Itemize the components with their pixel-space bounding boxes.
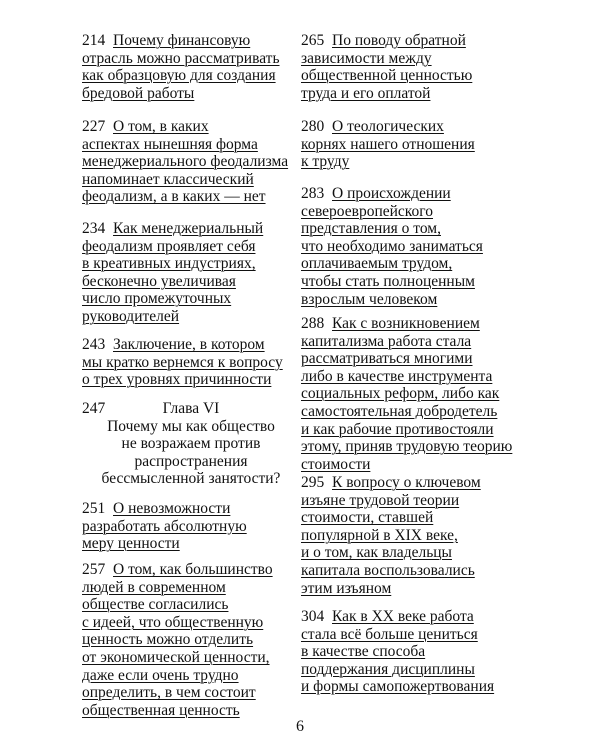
entry-title-line[interactable]: как образцовую для создания xyxy=(82,67,276,85)
entry-title-line[interactable]: чтобы стать полноценным xyxy=(301,272,475,290)
entry-title-line[interactable]: и о том, как владельцы xyxy=(301,544,452,562)
entry-page-number: 214 xyxy=(82,32,106,49)
entry-title-line[interactable]: стоимости xyxy=(301,455,371,473)
entry-title-line[interactable]: руководителей xyxy=(82,307,180,325)
entry-title-line[interactable]: в креативных индустриях, xyxy=(82,255,256,273)
entry-title-line[interactable]: отрасль можно рассматривать xyxy=(82,49,280,67)
entry-title-line[interactable]: О том, как большинство xyxy=(113,561,273,578)
entry-title-line[interactable]: либо в качестве инструмента xyxy=(301,367,493,385)
entry-title-line[interactable]: капитализма работа стала xyxy=(301,332,472,350)
chapter-title-line: распространения xyxy=(134,452,248,470)
entry-title-line[interactable]: что необходимо заниматься xyxy=(301,237,483,255)
toc-entry[interactable] xyxy=(301,608,494,696)
toc-entry[interactable] xyxy=(301,118,475,171)
entry-title-line[interactable]: менеджериального феодализма xyxy=(82,153,289,171)
entry-title-line[interactable]: в качестве способа xyxy=(301,643,426,661)
entry-title-line[interactable]: корнях нашего отношения xyxy=(301,135,475,153)
entry-title-line[interactable]: мы кратко вернемся к вопросу xyxy=(82,353,283,371)
entry-title-line[interactable]: бесконечно увеличивая xyxy=(82,272,236,290)
chapter-title-line: Почему мы как общество xyxy=(107,417,275,435)
toc-entry[interactable] xyxy=(82,32,280,102)
toc-entry[interactable] xyxy=(301,315,512,473)
entry-title-line[interactable]: Как с возникновением xyxy=(332,315,480,332)
entry-title-line[interactable]: североевропейского xyxy=(301,202,434,220)
toc-entry[interactable] xyxy=(82,500,247,553)
entry-title-line[interactable]: ценность можно отделить xyxy=(82,631,254,649)
entry-title-line[interactable]: число промежуточных xyxy=(82,290,232,308)
entry-title-line[interactable]: феодализм, а в каких — нет xyxy=(82,188,266,206)
entry-title-line[interactable]: даже если очень трудно xyxy=(82,666,239,684)
entry-title-line[interactable]: О теологических xyxy=(332,118,444,135)
entry-title-line[interactable]: труда и его оплатой xyxy=(301,84,431,102)
entry-title-line[interactable]: По поводу обратной xyxy=(332,32,466,49)
entry-title-line[interactable]: разработать абсолютную xyxy=(82,517,247,535)
entry-page-number: 227 xyxy=(82,118,106,135)
chapter-label: Глава VI xyxy=(162,400,220,417)
toc-entry[interactable] xyxy=(82,220,263,326)
entry-title-line[interactable]: рассматриваться многими xyxy=(301,350,473,368)
chapter-heading xyxy=(82,400,300,488)
entry-title-line[interactable]: зависимости между xyxy=(301,49,432,67)
entry-title-line[interactable]: поддержания дисциплины xyxy=(301,660,475,678)
entry-title-line[interactable]: популярной в XIX веке, xyxy=(301,526,458,544)
entry-title-line[interactable]: О происхождении xyxy=(332,185,451,202)
entry-title-line[interactable]: к труду xyxy=(301,153,350,171)
entry-page-number: 283 xyxy=(301,185,325,202)
entry-title-line[interactable]: напоминает классический xyxy=(82,170,254,188)
entry-title-line[interactable]: представления о том, xyxy=(301,220,441,238)
entry-page-number: 288 xyxy=(301,315,325,332)
entry-page-number: 265 xyxy=(301,32,325,49)
toc-entry[interactable] xyxy=(82,561,273,719)
entry-title-line[interactable]: о трех уровнях причинности xyxy=(82,371,272,389)
page-number: 6 xyxy=(296,718,304,735)
entry-title-line[interactable]: и как рабочие противостояли xyxy=(301,420,494,438)
entry-title-line[interactable]: взрослым человеком xyxy=(301,290,438,308)
entry-page-number: 257 xyxy=(82,561,106,578)
entry-page-number: 295 xyxy=(301,474,325,491)
entry-title-line[interactable]: этому, приняв трудовую теорию xyxy=(301,438,513,456)
entry-title-line[interactable]: О невозможности xyxy=(113,500,231,517)
entry-title-line[interactable]: оплачиваемым трудом, xyxy=(301,255,453,273)
entry-title-line[interactable]: феодализм проявляет себя xyxy=(82,237,256,255)
entry-title-line[interactable]: капитала воспользовались xyxy=(301,561,475,579)
entry-title-line[interactable]: определить, в чем состоит xyxy=(82,684,256,702)
entry-title-line[interactable]: с идеей, что общественную xyxy=(82,613,264,631)
entry-page-number: 243 xyxy=(82,336,106,353)
toc-entry[interactable] xyxy=(301,474,481,597)
toc-entry[interactable] xyxy=(82,118,288,206)
entry-page-number: 251 xyxy=(82,500,106,517)
entry-title-line[interactable]: и формы самопожертвования xyxy=(301,678,495,696)
entry-title-line[interactable]: общественной ценностью xyxy=(301,67,473,85)
entry-title-line[interactable]: стала всё больше цениться xyxy=(301,625,478,643)
entry-title-line[interactable]: Заключение, в котором xyxy=(113,336,265,353)
chapter-page-number: 247 xyxy=(82,400,106,417)
entry-title-line[interactable]: общественная ценность xyxy=(82,701,240,719)
entry-title-line[interactable]: бредовой работы xyxy=(82,84,195,102)
entry-title-line[interactable]: стоимости, ставшей xyxy=(301,509,434,527)
entry-title-line[interactable]: К вопросу о ключевом xyxy=(332,474,481,491)
entry-title-line[interactable]: обществе согласились xyxy=(82,596,229,614)
entry-title-line[interactable]: меру ценности xyxy=(82,535,180,553)
toc-entry[interactable] xyxy=(301,32,472,102)
entry-title-line[interactable]: социальных реформ, либо как xyxy=(301,385,500,403)
entry-title-line[interactable]: аспектах нынешняя форма xyxy=(82,135,258,153)
entry-title-line[interactable]: Как в XX веке работа xyxy=(332,608,474,625)
entry-page-number: 280 xyxy=(301,118,325,135)
entry-title-line[interactable]: от экономической ценности, xyxy=(82,648,270,666)
toc-entry[interactable] xyxy=(301,185,483,308)
toc-entry[interactable] xyxy=(82,336,283,389)
entry-title-line[interactable]: Почему финансовую xyxy=(113,32,251,49)
entry-title-line[interactable]: Как менеджериальный xyxy=(113,220,264,237)
entry-page-number: 304 xyxy=(301,608,325,625)
entry-title-line[interactable]: самостоятельная добродетель xyxy=(301,402,498,420)
entry-title-line[interactable]: изъяне трудовой теории xyxy=(301,491,460,509)
entry-title-line[interactable]: людей в современном xyxy=(82,578,226,596)
chapter-title-line: не возражаем против xyxy=(121,435,261,453)
entry-title-line[interactable]: этим изъяном xyxy=(301,579,392,597)
chapter-title-line: бессмысленной занятости? xyxy=(101,470,281,488)
entry-page-number: 234 xyxy=(82,220,106,237)
entry-title-line[interactable]: О том, в каких xyxy=(113,118,209,135)
